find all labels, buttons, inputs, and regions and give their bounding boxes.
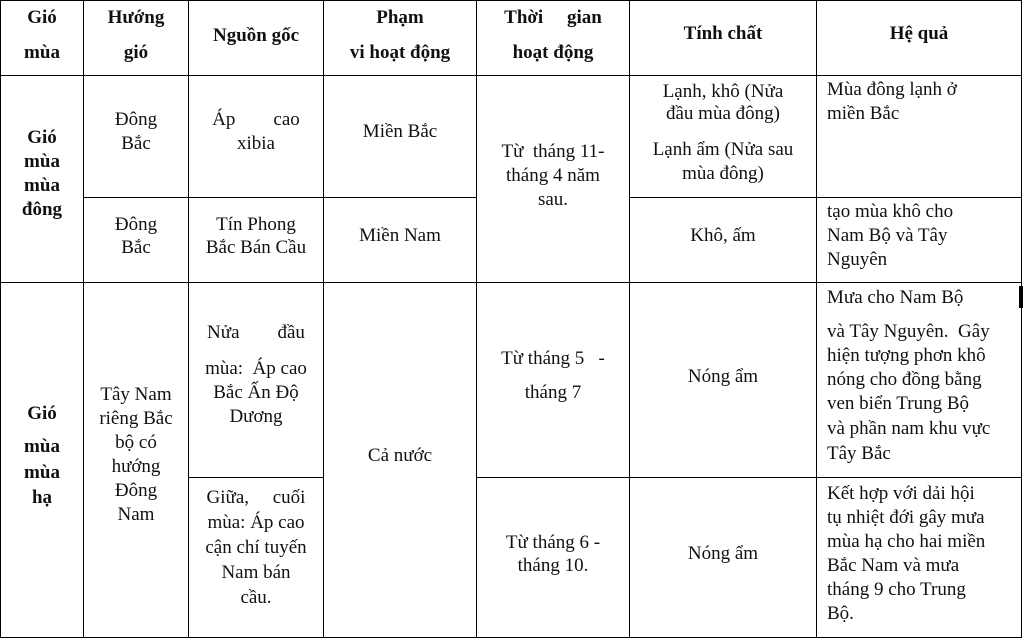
header-huong-gio-line-1: Hướng (107, 7, 165, 28)
winter-row1-origin-line-1: Áp cao (212, 109, 300, 130)
header-nguon-goc: Nguồn gốc (212, 25, 300, 46)
winter-row1-direction-line-2: Bắc (121, 133, 151, 154)
summer-row2-origin-line-2: mùa: Áp cao (207, 512, 305, 533)
summer-label-line-3: mùa (24, 462, 60, 483)
winter-label-line-4: đông (21, 199, 63, 220)
header-thoi-gian-line-2: hoạt động (512, 42, 594, 63)
header-gio-mua-line-2: mùa (24, 42, 60, 63)
summer-row1-time-line-1: Từ tháng 5 - (501, 348, 605, 369)
winter-row2-scope-cell (323, 197, 477, 283)
summer-row2-time-cell (476, 477, 630, 638)
winter-row1-direction-cell (83, 75, 189, 198)
winter-row1-consequence-line-1: Mùa đông lạnh ở (827, 79, 957, 100)
summer-direction-line-2: riêng Bắc (99, 408, 173, 429)
header-gio-mua-cell (0, 0, 84, 76)
summer-direction-line-6: Nam (117, 504, 155, 525)
winter-row1-scope: Miền Bắc (362, 121, 438, 142)
summer-scope: Cả nước (367, 445, 433, 466)
winter-label-line-3: mùa (24, 175, 60, 196)
summer-row2-origin-line-5: cầu. (240, 587, 272, 608)
header-huong-gio-line-2: gió (123, 42, 149, 63)
header-nguon-goc-cell (188, 0, 324, 76)
winter-label-line-2: mùa (24, 151, 60, 172)
header-thoi-gian-line-1: Thời gian (504, 7, 602, 28)
summer-row1-consequence-cell (816, 282, 1022, 478)
winter-time-line-2: tháng 4 năm (506, 165, 600, 186)
header-he-qua: Hệ quả (889, 23, 949, 44)
winter-row1-character-cell (629, 75, 817, 198)
summer-direction-line-3: bộ có (115, 432, 157, 453)
summer-row1-consequence-line-1: và Tây Nguyên. Gây (827, 321, 990, 342)
summer-row1-origin-line-4: Dương (229, 406, 283, 427)
winter-label-cell (0, 75, 84, 283)
winter-time-line-3: sau. (537, 189, 569, 210)
header-pham-vi-line-1: Phạm (376, 7, 424, 28)
winter-row2-origin-line-1: Tín Phong (216, 214, 296, 235)
winter-row2-scope: Miền Nam (359, 225, 441, 246)
winter-row1-character-2-line-1: Lạnh ẩm (Nửa sau (652, 139, 794, 160)
winter-row1-consequence-cell (816, 75, 1022, 198)
summer-row1-consequence-line-6: Tây Bắc (827, 443, 891, 464)
summer-label-line-2: mùa (24, 436, 60, 457)
summer-row1-character-cell (629, 282, 817, 478)
header-pham-vi-cell (323, 0, 477, 76)
winter-row2-consequence-line-3: Nguyên (827, 249, 888, 270)
winter-row1-origin-cell (188, 75, 324, 198)
winter-row1-origin-line-2: xibia (237, 133, 275, 154)
summer-row1-consequence-line-2: hiện tượng phơn khô (827, 345, 986, 366)
summer-row1-time-cell (476, 282, 630, 478)
winter-row1-consequence-line-2: miền Bắc (827, 103, 900, 124)
winter-row2-character: Khô, ấm (690, 225, 756, 246)
summer-row1-consequence-line-5: và phần nam khu vực (827, 418, 991, 439)
winter-row2-consequence-cell (816, 197, 1022, 283)
summer-row1-consequence-line-4: ven biển Trung Bộ (827, 393, 969, 414)
winter-row2-consequence-line-2: Nam Bộ và Tây (827, 225, 948, 246)
summer-row2-character: Nóng ẩm (687, 543, 759, 564)
summer-row2-origin-cell (188, 477, 324, 638)
winter-row2-character-cell (629, 197, 817, 283)
header-thoi-gian-cell (476, 0, 630, 76)
summer-row2-consequence-line-1: Kết hợp với dải hội (827, 483, 975, 504)
summer-direction-cell (83, 282, 189, 638)
winter-time-cell (476, 75, 630, 283)
header-tinh-chat-cell (629, 0, 817, 76)
summer-label-line-4: hạ (31, 487, 53, 508)
summer-direction-line-1: Tây Nam (100, 384, 172, 405)
summer-direction-line-5: Đông (114, 480, 158, 501)
text-cursor (1019, 286, 1023, 308)
summer-row2-origin-line-3: cận chí tuyến (205, 537, 307, 558)
summer-row2-origin-line-1: Giữa, cuối (206, 487, 306, 508)
winter-row1-direction-line-1: Đông (114, 109, 158, 130)
summer-row2-time-line-1: Từ tháng 6 - (505, 532, 601, 553)
header-pham-vi-line-2: vi hoạt động (349, 42, 451, 63)
summer-label-cell (0, 282, 84, 638)
header-he-qua-cell (816, 0, 1022, 76)
summer-row2-consequence-line-5: tháng 9 cho Trung (827, 579, 966, 600)
winter-row2-origin-line-2: Bắc Bán Cầu (205, 237, 307, 258)
summer-direction-line-4: hướng (111, 456, 161, 477)
winter-row2-origin-cell (188, 197, 324, 283)
winter-row2-direction-line-2: Bắc (121, 237, 151, 258)
winter-row1-character-2-line-2: mùa đông) (682, 163, 764, 184)
summer-row2-origin-line-4: Nam bán (221, 562, 291, 583)
winter-row1-scope-cell (323, 75, 477, 198)
summer-label-line-1: Gió (27, 403, 57, 424)
summer-row1-origin-line-2: mùa: Áp cao (205, 358, 307, 379)
summer-row1-character: Nóng ẩm (687, 366, 759, 387)
winter-row2-direction-cell (83, 197, 189, 283)
winter-label-line-1: Gió (27, 127, 57, 148)
winter-row2-direction-line-1: Đông (114, 214, 158, 235)
summer-row1-time-line-2: tháng 7 (524, 382, 582, 403)
summer-row2-consequence-cell (816, 477, 1022, 638)
header-huong-gio-cell (83, 0, 189, 76)
summer-row1-origin-cell (188, 282, 324, 478)
summer-row1-origin-line-3: Bắc Ấn Độ (213, 382, 299, 403)
winter-row2-consequence-line-1: tạo mùa khô cho (827, 201, 954, 222)
summer-row2-consequence-line-3: mùa hạ cho hai miền (827, 531, 986, 552)
summer-row2-character-cell (629, 477, 817, 638)
summer-row1-consequence-line-3: nóng cho đồng bằng (827, 369, 982, 390)
winter-row1-character-1-line-2: đầu mùa đông) (666, 103, 780, 124)
winter-time-line-1: Từ tháng 11- (501, 141, 605, 162)
summer-row2-consequence-line-2: tụ nhiệt đới gây mưa (827, 507, 985, 528)
summer-row2-consequence-line-4: Bắc Nam và mưa (827, 555, 960, 576)
summer-row2-time-line-2: tháng 10. (517, 555, 589, 576)
summer-row1-origin-line-1: Nửa đầu (207, 322, 305, 343)
summer-row2-consequence-line-6: Bộ. (827, 603, 854, 624)
winter-row1-character-1-line-1: Lạnh, khô (Nửa (662, 81, 784, 102)
header-gio-mua-line-1: Gió (27, 7, 57, 28)
summer-scope-cell (323, 282, 477, 638)
summer-row1-consequence-first: Mưa cho Nam Bộ (827, 287, 964, 308)
header-tinh-chat: Tính chất (683, 23, 763, 44)
